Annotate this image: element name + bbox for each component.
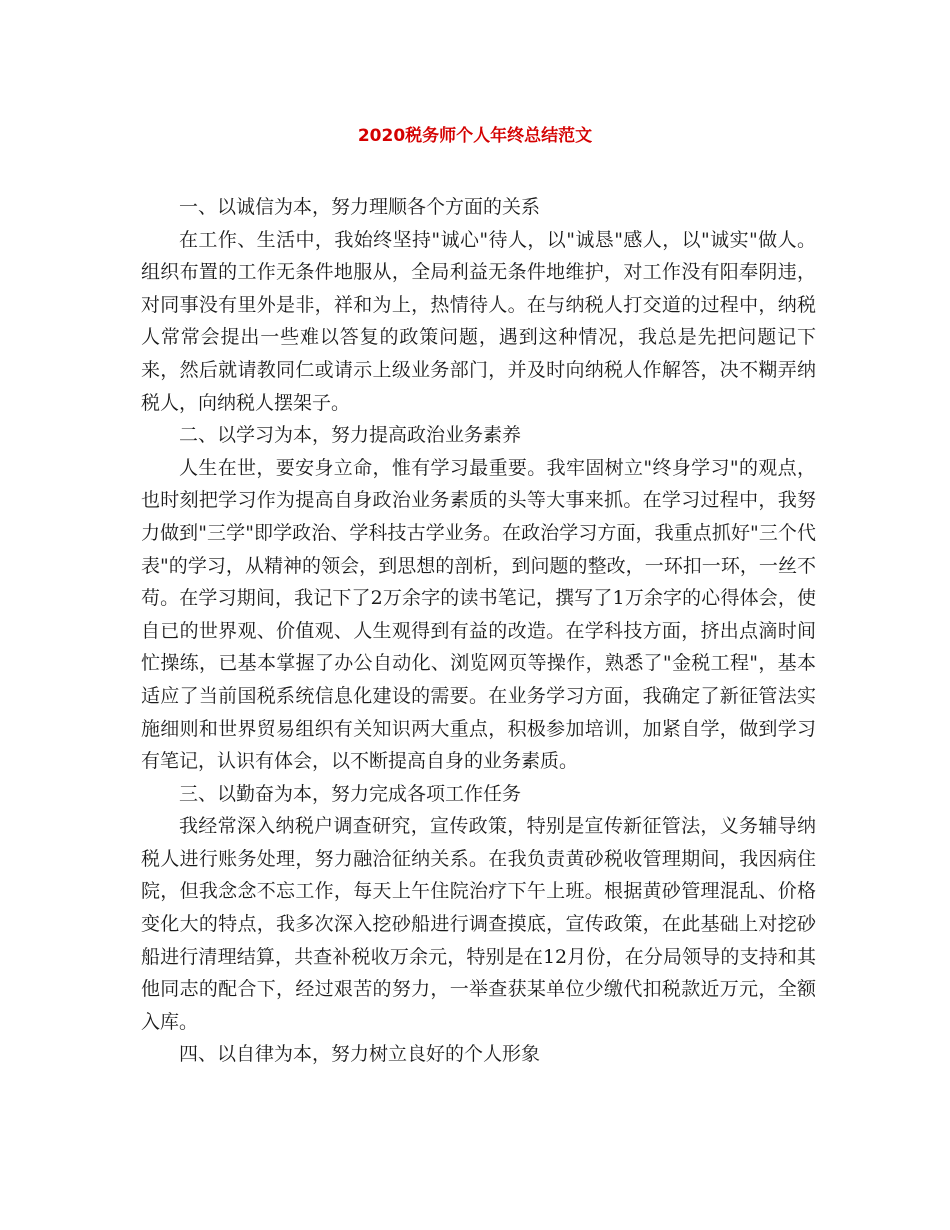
paragraph-1: 在工作、生活中，我始终坚持"诚心"待人，以"诚恳"感人，以"诚实"做人。组织布置的工作无条件地服从，全局利益无条件地维护，对工作没有阳奉阴违，对同事没有里外是非，祥和为上，热情待人。在与纳税人打交道的过程中，纳税人常常会提出一些难以答复的政策问题，遇到这种情况，我总是先把问题记下来，然后就请教同仁或请示上级业务部门，并及时向纳税人作解答，决不糊弄纳税人，向纳税人摆架子。 bbox=[141, 228, 816, 414]
section-heading-1: 一、以诚信为本，努力理顺各个方面的关系 bbox=[179, 196, 541, 218]
section-heading-4: 四、以自律为本，努力树立良好的个人形象 bbox=[179, 1043, 541, 1066]
paragraph-3: 我经常深入纳税户调查研究，宣传政策，特别是宣传新征管法，义务辅导纳税人进行账务处理，努力融洽征纳关系。在我负责黄砂税收管理期间，我因病住院，但我念念不忘工作，每天上午住院治疗下午上班。根据黄砂管理混乱、价格变化大的特点，我多次深入挖砂船进行调查摸底，宣传政策，在此基础上对挖砂船进行清理结算，共查补税收万余元，特别是在12月份，在分局领导的支持和其他同志的配合下，经过艰苦的努力，一举查获某单位少缴代扣税款近万元，全额入库。 bbox=[141, 815, 816, 1033]
paragraph-2: 人生在世，要安身立命，惟有学习最重要。我牢固树立"终身学习"的观点，也时刻把学习作为提高自身政治业务素质的头等大事来抓。在学习过程中，我努力做到"三学"即学政治、学科技古学业务。在政治学习方面，我重点抓好"三个代表"的学习，从精神的领会，到思想的剖析，到问题的整改，一环扣一环，一丝不苟。在学习期间，我记下了2万余字的读书笔记，撰写了1万余字的心得体会，使自已的世界观、价值观、人生观得到有益的改造。在学科技方面，挤出点滴时间忙操练，已基本掌握了办公自动化、浏览网页等操作，熟悉了"金税工程"，基本适应了当前国税系统信息化建设的需要。在业务学习方面，我确定了新征管法实施细则和世界贸易组织有关知识两大重点，积极参加培训，加紧自学，做到学习有笔记，认识有体会，以不断提高自身的业务素质。 bbox=[141, 456, 816, 773]
section-heading-2: 二、以学习为本，努力提高政治业务素养 bbox=[179, 424, 522, 447]
document-title: 2020税务师个人年终总结范文 bbox=[357, 126, 593, 146]
section-heading-3: 三、以勤奋为本，努力完成各项工作任务 bbox=[179, 782, 522, 805]
document-body bbox=[141, 191, 816, 1071]
